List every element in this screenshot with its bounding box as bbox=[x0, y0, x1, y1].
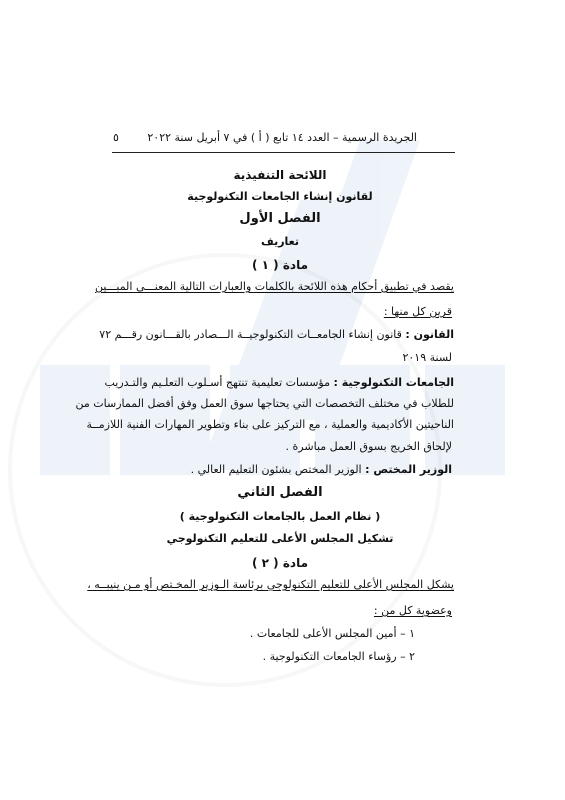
law-term: القانون : bbox=[405, 328, 454, 341]
law-definition-line2: لسنة ٢٠١٩ bbox=[402, 351, 452, 364]
article1-title: مادة ( ١ ) bbox=[251, 258, 309, 272]
law-definition: قانون إنشاء الجامعــات التكنولوجيــة الـــصادر بالقـــانون رقـــم ٧٢ bbox=[99, 328, 402, 341]
council-title: تشكيل المجلس الأعلى للتعليم التكنولوجي bbox=[166, 532, 394, 545]
gazette-header: الجريدة الرسمية – العدد ١٤ تابع ( أ ) في ٧ أبريل سنة ٢٠٢٢ bbox=[147, 131, 417, 144]
law-title: لقانون إنشاء الجامعات التكنولوجية bbox=[187, 190, 373, 203]
tech-definition: مؤسسات تعليمية تنتهج أسـلوب التعلـيم والتـدريب bbox=[104, 376, 330, 389]
regulation-title: اللائحة التنفيذية bbox=[233, 168, 327, 182]
chapter2-title: الفصل الثاني bbox=[237, 485, 323, 500]
article2-title: مادة ( ٢ ) bbox=[251, 556, 309, 570]
article2-line1: يشكل المجلس الأعلى للتعليم التكنولوجي برئاسة الـوزير المخـتص أو مـن ينيبــه ، bbox=[87, 578, 454, 591]
minister-definition-text: الوزير المختص بشئون التعليم العالي . bbox=[190, 463, 362, 476]
article2-line2: وعضوية كل من : bbox=[373, 604, 452, 617]
tech-definition-line2: للطلاب في مختلف التخصصات التي يحتاجها سوق العمل وفق أفضل الممارسات من bbox=[75, 397, 454, 410]
minister-definition bbox=[191, 462, 452, 478]
tech-definition-line3: الناحيتين الأكاديمية والعملية ، مع التركيز على بناء وتطوير المهارات الفنية اللازمــة bbox=[86, 418, 454, 431]
page-number: ٥ bbox=[113, 131, 119, 144]
list-item: ١ – أمين المجلس الأعلى للجامعات . bbox=[249, 627, 415, 640]
header-divider bbox=[112, 152, 455, 153]
minister-term: الوزير المختص : bbox=[365, 463, 452, 476]
article1-intro-line1: يقصد في تطبيق أحكام هذه اللائحة بالكلمات والعبارات التالية المعنـــى المبـــين bbox=[95, 280, 454, 293]
article1-intro-line2: قرين كل منها : bbox=[383, 305, 452, 318]
list-item: ٢ – رؤساء الجامعات التكنولوجية . bbox=[262, 650, 415, 663]
tech-term: الجامعات التكنولوجية : bbox=[333, 376, 454, 389]
definitions-title: تعاريف bbox=[260, 235, 300, 248]
tech-definition-line4: لإلحاق الخريج بسوق العمل مباشرة . bbox=[285, 440, 452, 453]
tech-definition-line1 bbox=[104, 375, 454, 391]
law-definition-line1 bbox=[99, 327, 454, 343]
chapter2-subtitle: ( نظام العمل بالجامعات التكنولوجية ) bbox=[179, 510, 381, 523]
chapter1-title: الفصل الأول bbox=[239, 211, 321, 226]
